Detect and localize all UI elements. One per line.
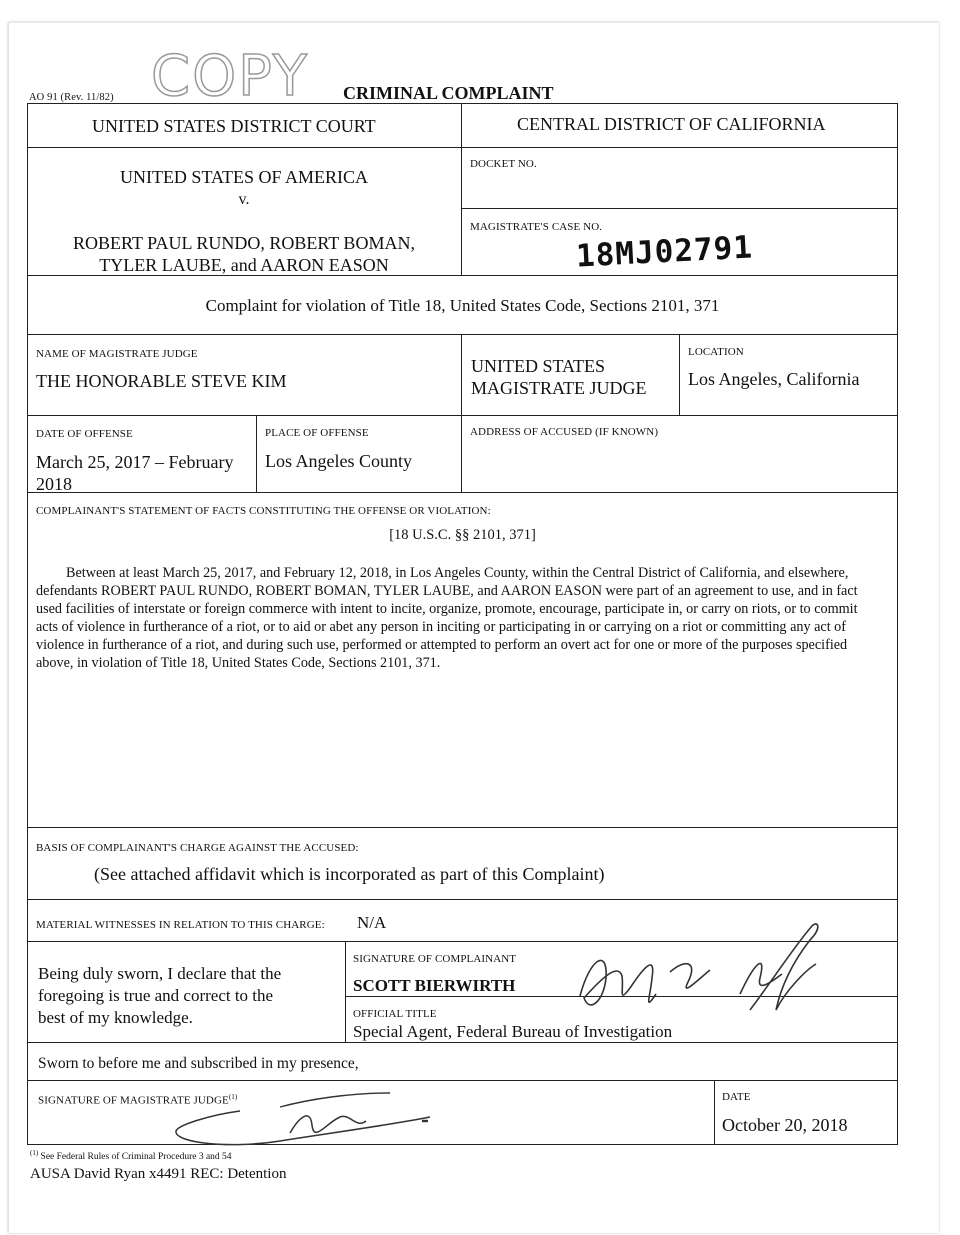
form-title: CRIMINAL COMPLAINT: [343, 83, 554, 103]
date-of-offense-line-1: March 25, 2017 – February: [36, 452, 234, 472]
complainant-name: SCOTT BIERWIRTH: [353, 976, 516, 995]
oath-line-1: Being duly sworn, I declare that the: [38, 964, 282, 983]
address-of-accused-label: ADDRESS OF ACCUSED (IF KNOWN): [470, 426, 659, 438]
judge-name: THE HONORABLE STEVE KIM: [36, 371, 287, 391]
place-of-offense-value: Los Angeles County: [265, 451, 412, 471]
magistrate-case-label: MAGISTRATE'S CASE NO.: [470, 221, 603, 233]
versus: v.: [238, 191, 250, 208]
signing-date: October 20, 2018: [722, 1115, 848, 1135]
oath-line-2: foregoing is true and correct to the: [38, 986, 274, 1005]
plaintiff: UNITED STATES OF AMERICA: [119, 167, 369, 187]
official-title-label: OFFICIAL TITLE: [353, 1008, 437, 1020]
statement-citation: [18 U.S.C. §§ 2101, 371]: [389, 527, 536, 543]
defendants-line-1: ROBERT PAUL RUNDO, ROBERT BOMAN,: [73, 233, 415, 253]
witnesses-label: MATERIAL WITNESSES IN RELATION TO THIS CHARGE:: [36, 919, 325, 931]
complainant-signature-label: SIGNATURE OF COMPLAINANT: [353, 953, 517, 965]
location-label: LOCATION: [688, 346, 744, 358]
form-id: AO 91 (Rev. 11/82): [29, 92, 114, 103]
location-value: Los Angeles, California: [688, 369, 860, 389]
basis-text: (See attached affidavit which is incorporated as part of this Complaint): [94, 864, 605, 884]
ausa-line: AUSA David Ryan x4491 REC: Detention: [30, 1166, 287, 1182]
copy-stamp: COPY: [151, 44, 309, 109]
basis-label: BASIS OF COMPLAINANT'S CHARGE AGAINST THE ACCUSED:: [36, 842, 359, 854]
date-of-offense-line-2: 2018: [36, 474, 72, 494]
complainant-signature: [560, 918, 840, 1028]
statement-label: COMPLAINANT'S STATEMENT OF FACTS CONSTITUTING THE OFFENSE OR VIOLATION:: [36, 505, 491, 517]
statement-text: Between at least March 25, 2017, and February 12, 2018, in Los Angeles County, within the Central District of California, and elsewhere, defendants ROBERT PAUL RUNDO, ROBERT BOMAN, TYLER LAUBE, and AARON EASON were part of an agreement to use, and in fact used facilities of interstate or foreign commerce with intent to incite, organize, promote, encourage, participate in, or carry on riots, or to commit acts of violence in furtherance of a riot, or to aid or abet any person in inciting or participating in or carrying on a riot or committing any act of violence in furtherance of a riot, and during such use, performed or attempted to perform an overt act for one or more of the purposes specified above, in violation of Title 18, United States Code, Sections 2101, 371.: [36, 565, 858, 672]
place-of-offense-label: PLACE OF OFFENSE: [265, 427, 369, 439]
sworn-line: Sworn to before me and subscribed in my presence,: [38, 1055, 359, 1072]
district-name: CENTRAL DISTRICT OF CALIFORNIA: [517, 114, 826, 134]
oath-line-3: best of my knowledge.: [38, 1008, 193, 1027]
magistrate-signature-label: SIGNATURE OF MAGISTRATE JUDGE$^{(1)}$: [38, 1093, 238, 1107]
judge-label: NAME OF MAGISTRATE JUDGE: [36, 348, 198, 360]
footnote: $^{(1)}$ See Federal Rules of Criminal Procedure 3 and 54: [30, 1149, 232, 1163]
witnesses-value: N/A: [357, 913, 387, 932]
defendants-line-2: TYLER LAUBE, and AARON EASON: [99, 255, 389, 275]
complaint-line: Complaint for violation of Title 18, United States Code, Sections 2101, 371: [205, 296, 720, 315]
magistrate-case-number: 18MJ02791: [575, 229, 754, 275]
official-title-value: Special Agent, Federal Bureau of Investigation: [353, 1022, 673, 1041]
docket-label: DOCKET NO.: [470, 158, 537, 170]
date-label: DATE: [722, 1091, 751, 1103]
court-name: UNITED STATES DISTRICT COURT: [92, 116, 376, 136]
magistrate-signature: [170, 1085, 470, 1155]
date-of-offense-label: DATE OF OFFENSE: [36, 428, 133, 440]
judge-title-line-1: UNITED STATES: [471, 356, 606, 376]
judge-title-line-2: MAGISTRATE JUDGE: [471, 378, 647, 398]
